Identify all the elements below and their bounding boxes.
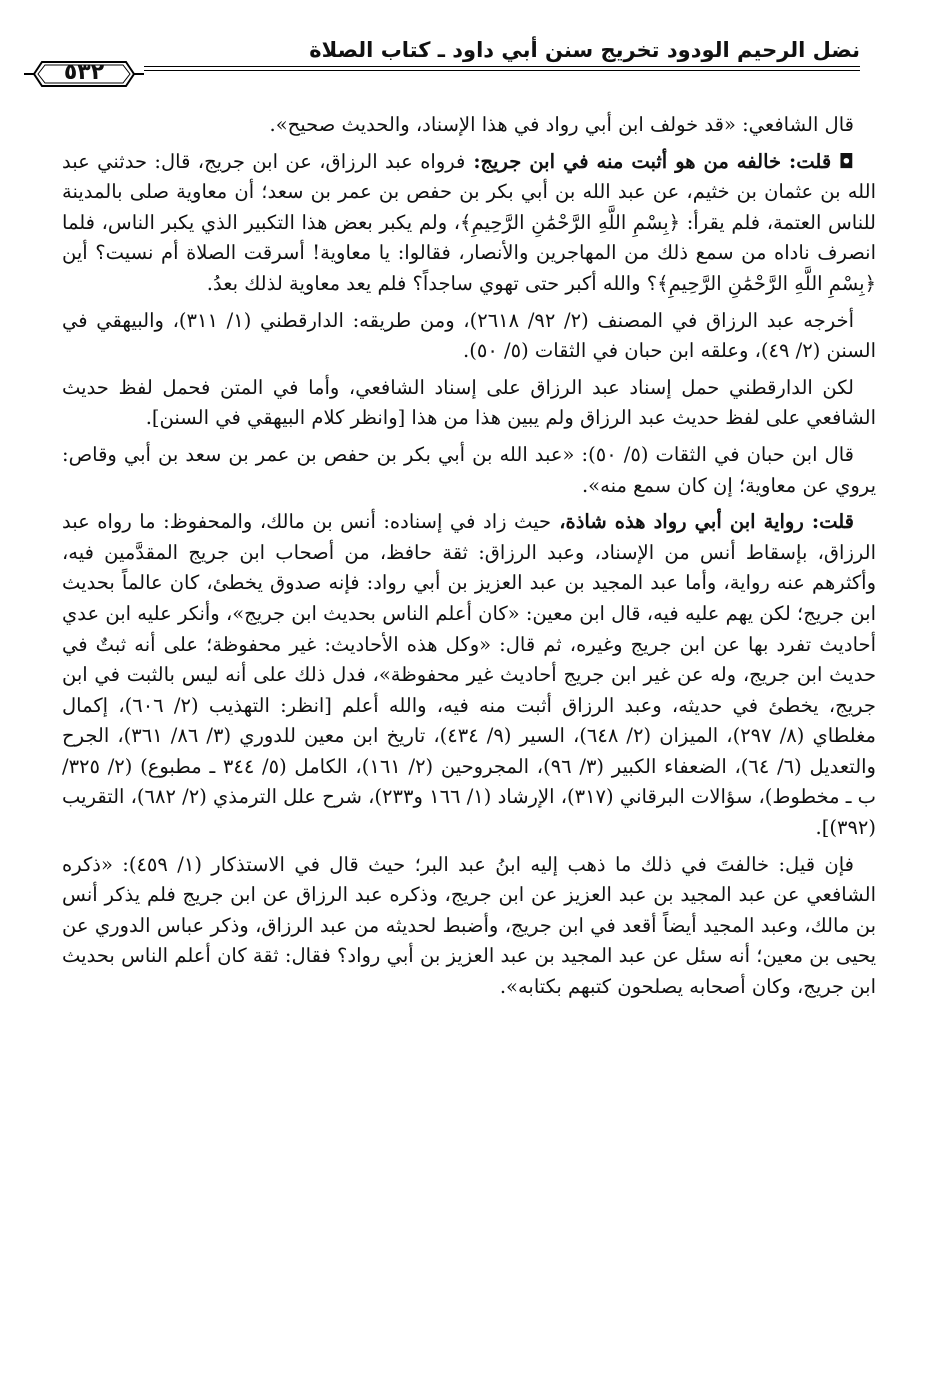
page-number-badge	[24, 54, 144, 94]
running-header	[60, 34, 860, 74]
text-run: قال ابن حبان في الثقات (٥/ ٥٠): «عبد الله بن أبي بكر بن حفص بن عمر بن سعد بن أبي وقاص: يروي عن معاوية؛ إن كان سمع منه».	[62, 442, 876, 497]
paragraph	[62, 507, 876, 844]
header-title: نضل الرحيم الودود تخريج سنن أبي داود ـ كتاب الصلاة	[309, 38, 860, 62]
text-run: حيث زاد في إسناده: أنس بن مالك، والمحفوظ: ما رواه عبد الرزاق، بإسقاط أنس من الإسناد، وعبد الرزاق: ثقة حافظ، من أصحاب ابن جريج المقدَّمين فيه، وأكثرهم عنه رواية، وأما عبد المجيد بن عبد العزيز بن أبي رواد: فإنه صدوق يخطئ، كان عالماً بحديث ابن جريج؛ لكن يهم عليه فيه، قال ابن معين: «كان أعلم الناس بحديث ابن جريج»، وأنكر عليه ابن عدي أحاديث تفرد بها عن ابن جريج وغيره، ثم قال: «وكل هذه الأحاديث: غير محفوظة؛ على أنه ثبتٌ في حديث ابن جريج، وله عن غير ابن جريج أحاديث غير محفوظة»، فدل ذلك على أنه ليس بالثبت في ابن جريج، يخطئ في حديثه، وعبد الرزاق أثبت منه فيه، والله أعلم [انظر: التهذيب (٢/ ٦٠٦)، إكمال مغلطاي (٨/ ٢٩٧)، الميزان (٢/ ٦٤٨)، السير (٩/ ٤٣٤)، تاريخ ابن معين للدوري (٣/ ٨٦/ ٣٦١)، الجرح والتعديل (٦/ ٦٤)، الضعفاء الكبير (٣/ ٩٦)، المجروحين (٢/ ١٦١)، الكامل (٥/ ٣٤٤ ـ مطبوع) (٢/ ٣٢٥/ ب ـ مخطوط)، سؤالات البرقاني (٣١٧)، الإرشاد (١/ ١٦٦ و٢٣٣)، شرح علل الترمذي (٢/ ٦٨٢)، التقريب (٣٩٢)].	[62, 510, 876, 840]
text-run: قال الشافعي: «قد خولف ابن أبي رواد في هذا الإسناد، والحديث صحيح».	[269, 113, 854, 136]
text-run: أخرجه عبد الرزاق في المصنف (٢/ ٩٢/ ٢٦١٨)، ومن طريقه: الدارقطني (١/ ٣١١)، والبيهقي في السنن (٢/ ٤٩)، وعلقه ابن حبان في الثقات (٥/ ٥٠).	[62, 308, 876, 363]
bold-text: قلت: خالفه من هو أثبت منه في ابن جريج:	[465, 149, 832, 173]
page-number: ٥٣٢	[63, 60, 105, 85]
paragraph	[62, 110, 876, 141]
text-run: لكن الدارقطني حمل إسناد عبد الرزاق على إسناد الشافعي، وأما في المتن فحمل لفظ حديث الشافعي على لفظ حديث عبد الرزاق ولم يبين هذا من هذا [وانظر كلام البيهقي في السنن].	[62, 375, 876, 430]
text-run: ◘	[831, 149, 854, 173]
bold-text: قلت: رواية ابن أبي رواد هذه شاذة،	[551, 510, 854, 534]
paragraph	[62, 147, 876, 300]
paragraph	[62, 373, 876, 434]
header-rule	[60, 66, 860, 71]
text-run: فإن قيل: خالفتَ في ذلك ما ذهب إليه ابنُ عبد البر؛ حيث قال في الاستذكار (١/ ٤٥٩): «ذكره الشافعي عن عبد المجيد بن عبد العزيز عن ابن جريج، وذكره عبد الرزاق عن ابن جريج فلم يذكر أنس بن مالك، وعبد المجيد أيضاً أقعد في ابن جريج، وأضبط لحديثه من عبد الرزاق، وذكر عباس الدوري عن يحيى بن معين؛ أنه سئل عن عبد المجيد بن عبد العزيز بن أبي رواد؟ فقال: ثقة كان أعلم الناس بحديث ابن جريج، وكان أصحابه يصلحون كتبهم بكتابه».	[62, 852, 876, 999]
text-run: فرواه عبد الرزاق، عن ابن جريج، قال: حدثني عبد الله بن عثمان بن خثيم، عن عبد الله بن أبي بكر بن حفص بن عمر بن سعد؛ أن معاوية صلى بالمدينة للناس العتمة، فلم يقرأ: ﴿بِسْمِ اللَّهِ الرَّحْمَٰنِ الرَّحِيمِ﴾، ولم يكبر بعض هذا التكبير الذي يكبر الناس، فلما انصرف ناداه من سمع ذلك من المهاجرين والأنصار، فقالوا: يا معاوية! أسرقت الصلاة أم نسيت؟ أين ﴿بِسْمِ اللَّهِ الرَّحْمَٰنِ الرَّحِيمِ﴾؟ والله أكبر حتى تهوي ساجداً؟ فلم يعد معاوية لذلك بعدُ.	[62, 149, 876, 295]
paragraph	[62, 440, 876, 501]
paragraph	[62, 306, 876, 367]
main-text	[62, 110, 876, 1009]
paragraph	[62, 850, 876, 1003]
